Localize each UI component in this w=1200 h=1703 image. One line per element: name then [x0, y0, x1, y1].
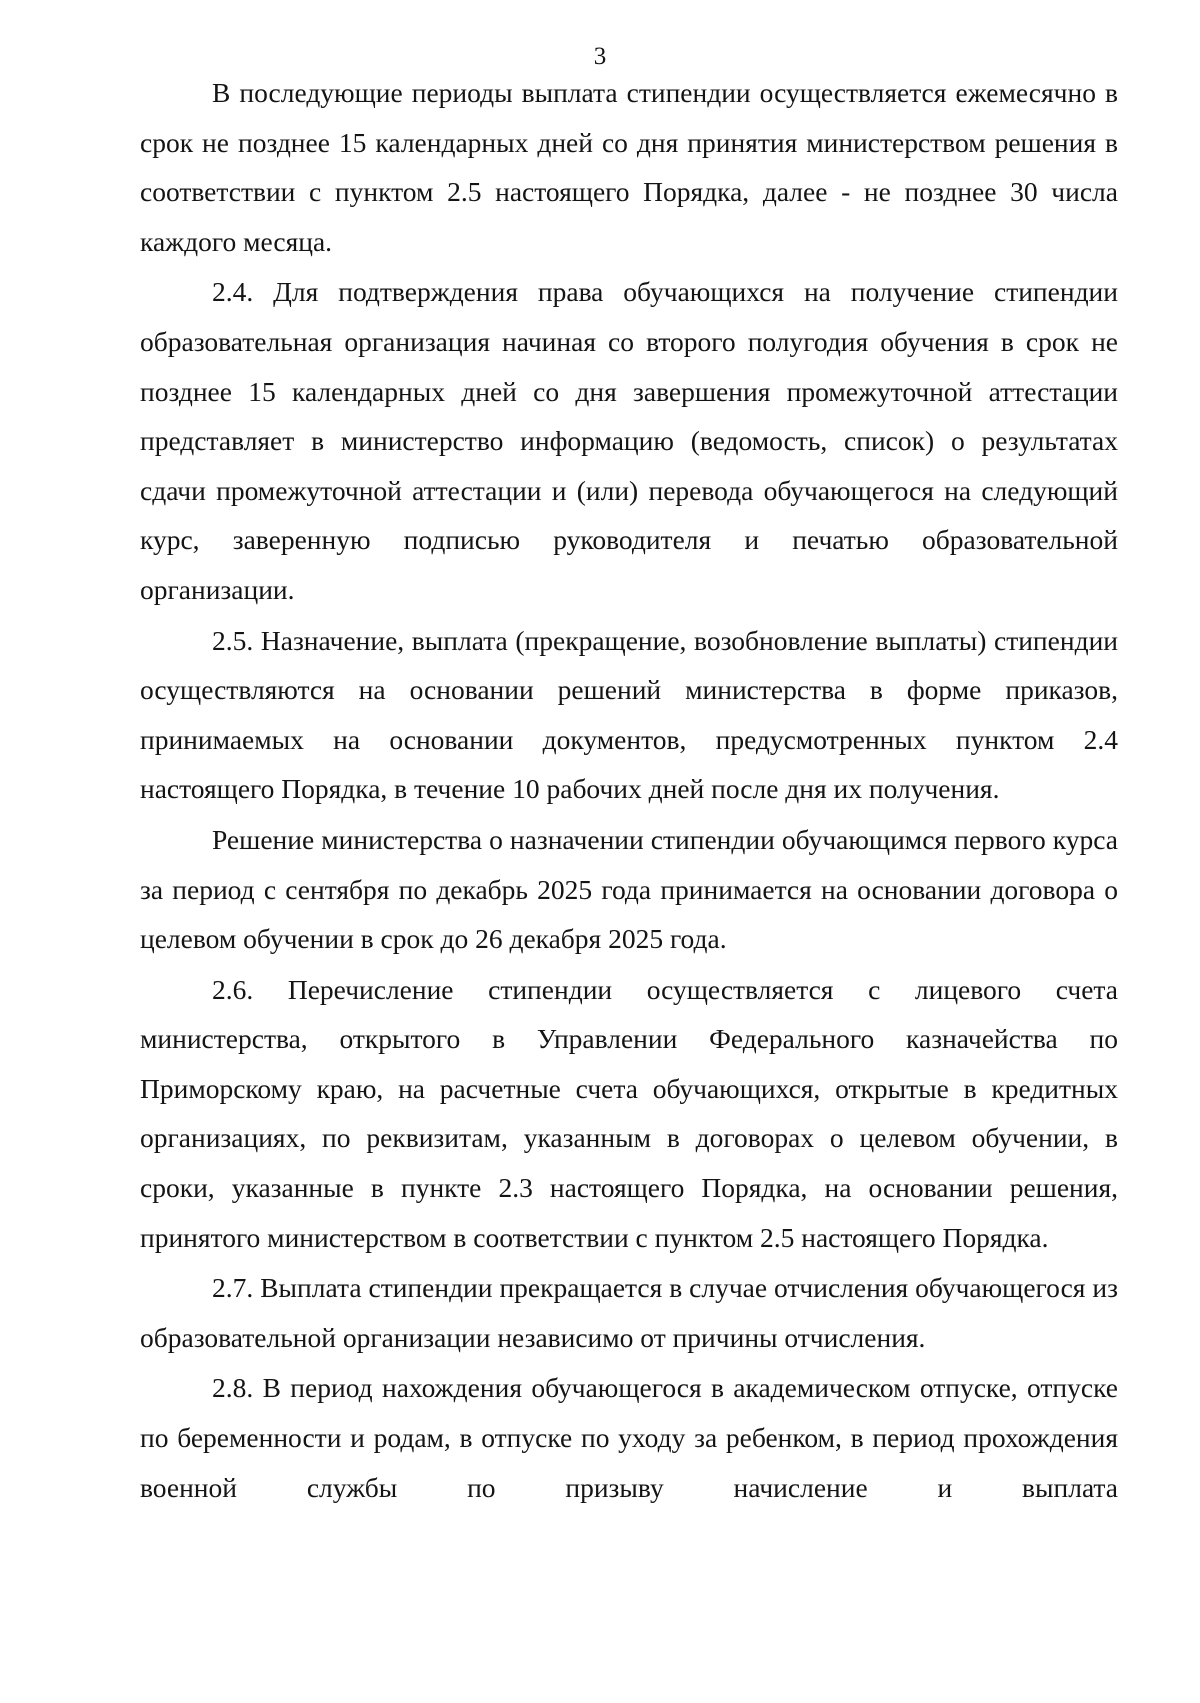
paragraph-first-year-decision: Решение министерства о назначении стипендии обучающимся первого курса за период с сентября по декабрь 2025 года принимается на основании договора о целевом обучении в срок до 26 декабря 2025 года.: [140, 823, 1118, 955]
paragraph-2-6: 2.6. Перечисление стипендии осуществляется с лицевого счета министерства, открытого в Управлении Федерального казначейства по Приморскому краю, на расчетные счета обучающихся, открытые в кредитных организациях, по реквизитам, указанным в договорах о целевом обучении, в сроки, указанные в пункте 2.3 настоящего Порядка, на основании решения, принятого министерством в соответствии с пунктом 2.5 настоящего Порядка.: [140, 973, 1118, 1253]
paragraph-2-7: 2.7. Выплата стипендии прекращается в случае отчисления обучающегося из образовательной организации независимо от причины отчисления.: [140, 1272, 1118, 1353]
document-body: [140, 68, 1118, 1512]
page-number: 3: [593, 43, 607, 70]
paragraph-payment-schedule: В последующие периоды выплата стипендии осуществляется ежемесячно в срок не позднее 15 календарных дней со дня принятия министерством решения в соответствии с пунктом 2.5 настоящего Порядка, далее - не позднее 30 числа каждого месяца.: [140, 77, 1118, 257]
paragraph-2-4: 2.4. Для подтверждения права обучающихся на получение стипендии образовательная организация начиная со второго полугодия обучения в срок не позднее 15 календарных дней со дня завершения промежуточной аттестации представляет в министерство информацию (ведомость, список) о результатах сдачи промежуточной аттестации и (или) перевода обучающегося на следующий курс, заверенную подписью руководителя и печатью образовательной организации.: [140, 276, 1118, 605]
paragraph-2-5: 2.5. Назначение, выплата (прекращение, возобновление выплаты) стипендии осуществляются на основании решений министерства в форме приказов, принимаемых на основании документов, предусмотренных пунктом 2.4 настоящего Порядка, в течение 10 рабочих дней после дня их получения.: [140, 624, 1118, 805]
paragraph-2-8: 2.8. В период нахождения обучающегося в академическом отпуске, отпуске по беременности и родам, в отпуске по уходу за ребенком, в период прохождения военной службы по призыву начисление и выплата: [140, 1372, 1118, 1503]
